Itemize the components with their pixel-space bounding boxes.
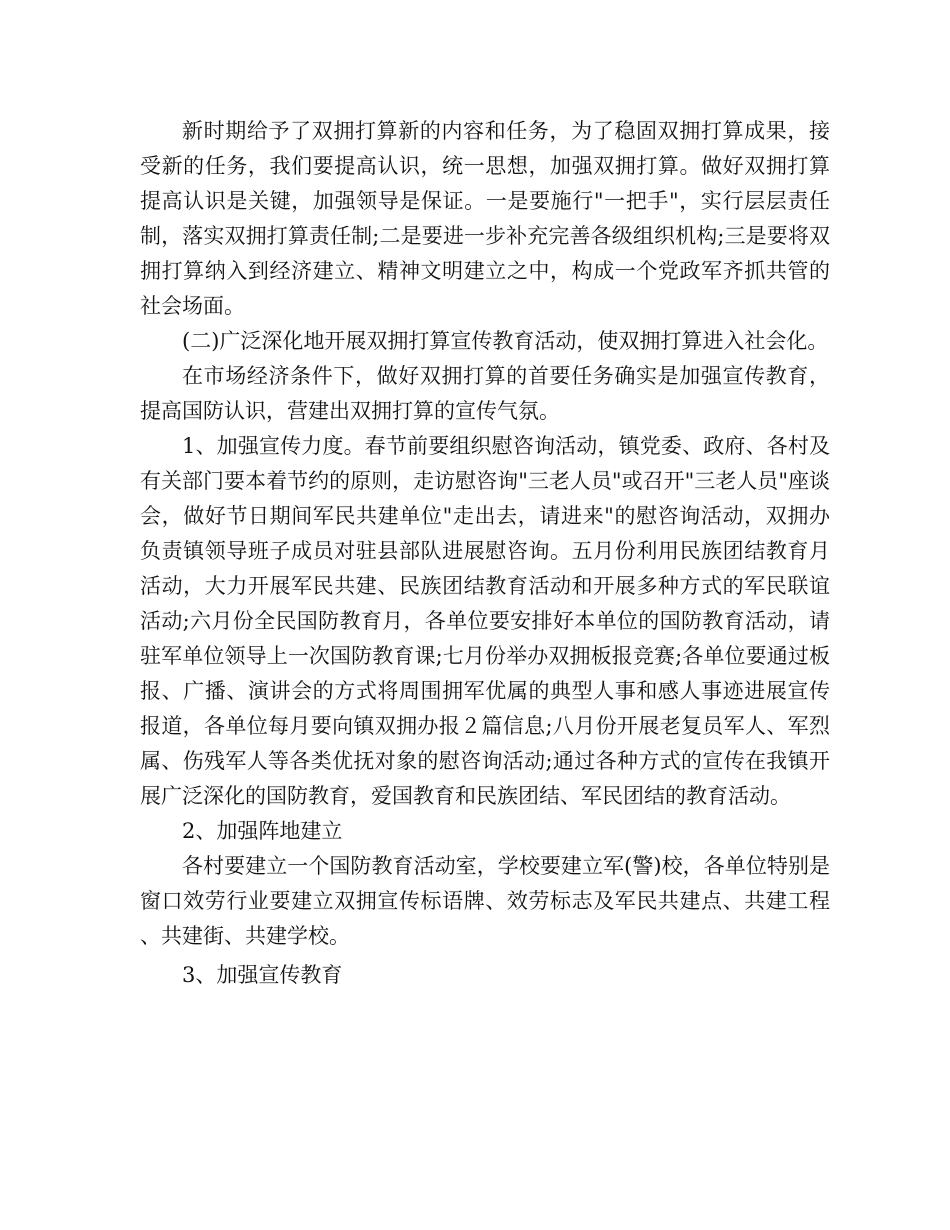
paragraph-leadership: 新时期给予了双拥打算新的内容和任务，为了稳固双拥打算成果，接受新的任务，我们要提高认识，统一思想，加强双拥打算。做好双拥打算提高认识是关键，加强领导是保证。一是要施行"一把手"，实行层层责任制，落实双拥打算责任制;二是要进一步补充完善各级组织机构;三是要将双拥打算纳入到经济建立、精神文明建立之中，构成一个党政军齐抓共管的社会场面。 xyxy=(140,119,830,318)
paragraph-position-heading: 2、加强阵地建立 xyxy=(182,819,343,843)
paragraph-publicity-education-heading: 3、加强宣传教育 xyxy=(182,963,343,987)
paragraph-section-two-heading: (二)广泛深化地开展双拥打算宣传教育活动，使双拥打算进入社会化。 xyxy=(182,329,829,353)
paragraph-market-economy: 在市场经济条件下，做好双拥打算的首要任务确实是加强宣传教育，提高国防认识，营建出双拥打算的宣传气氛。 xyxy=(140,364,830,423)
paragraph-position-building: 各村要建立一个国防教育活动室，学校要建立军(警)校，各单位特别是窗口效劳行业要建立双拥宣传标语牌、效劳标志及军民共建点、共建工程、共建街、共建学校。 xyxy=(140,854,830,948)
document-page xyxy=(140,114,830,993)
paragraph-publicity-strength: 1、加强宣传力度。春节前要组织慰咨询活动，镇党委、政府、各村及有关部门要本着节约的原则，走访慰咨询"三老人员"或召开"三老人员"座谈会，做好节日期间军民共建单位"走出去，请进来"的慰咨询活动，双拥办负责镇领导班子成员对驻县部队进展慰咨询。五月份利用民族团结教育月活动，大力开展军民共建、民族团结教育活动和开展多种方式的军民联谊活动;六月份全民国防教育月，各单位要安排好本单位的国防教育活动，请驻军单位领导上一次国防教育课;七月份举办双拥板报竞赛;各单位要通过板报、广播、演讲会的方式将周围拥军优属的典型人事和感人事迹进展宣传报道，各单位每月要向镇双拥办报２篇信息;八月份开展老复员军人、军烈属、伤残军人等各类优抚对象的慰咨询活动;通过各种方式的宣传在我镇开展广泛深化的国防教育，爱国教育和民族团结、军民团结的教育活动。 xyxy=(140,434,830,808)
